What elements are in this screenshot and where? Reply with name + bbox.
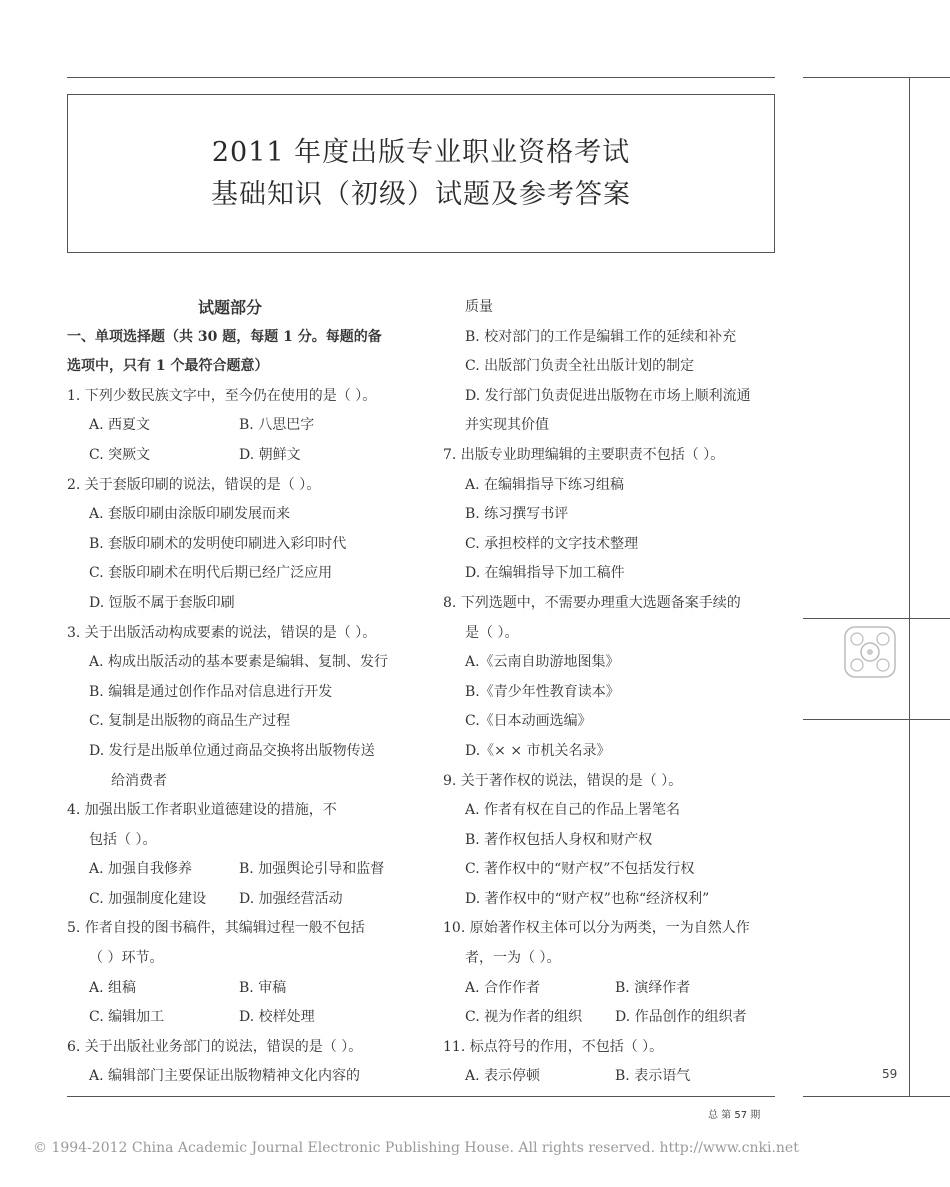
option-text: D. 发行部门负责促进出版物在市场上顺利流通: [465, 387, 751, 404]
option-text: B.《青少年性教育读本》: [465, 683, 620, 700]
section-title: 试题部分: [197, 298, 262, 317]
option-row: [67, 974, 407, 1004]
option-text: A. 作者有权在自己的作品上署笔名: [465, 802, 681, 819]
option-text: C. 加强制度化建设: [89, 890, 207, 907]
question-text: 1. 下列少数民族文字中，至今仍在使用的是（ ）。: [67, 387, 377, 404]
page-number: 59: [882, 1067, 898, 1081]
option-text: D. 加强经营活动: [239, 890, 343, 907]
margin-mid-rule-lower: [803, 719, 950, 720]
option-text: B. 著作权包括人身权和财产权: [465, 831, 653, 848]
option-text: C. 承担校样的文字技术整理: [465, 535, 639, 552]
option-text: A. 编辑部门主要保证出版物精神文化内容的: [89, 1068, 361, 1085]
question-text: 6. 关于出版社业务部门的说法，错误的是（ ）。: [67, 1038, 363, 1055]
continuation-text: 是（ ）。: [465, 624, 519, 641]
question-text: 9. 关于著作权的说法，错误的是（ ）。: [443, 772, 683, 789]
option-text: D. 饾版不属于套版印刷: [89, 594, 235, 611]
option-text: C. 突厥文: [89, 446, 151, 463]
option-text: D. 校样处理: [239, 1009, 315, 1026]
margin-top-rule: [803, 77, 950, 78]
option-text: D. 作品创作的组织者: [615, 1009, 747, 1026]
option-text: A. 合作作者: [465, 979, 541, 996]
question-text: 7. 出版专业助理编辑的主要职责不包括（ ）。: [443, 446, 725, 463]
option-text: B. 审稿: [239, 979, 287, 996]
continuation-text: 并实现其价值: [465, 417, 549, 434]
continuation-text: 质量: [465, 299, 493, 315]
right-question-list: [443, 293, 778, 1092]
option-text: C. 复制是出版物的商品生产过程: [89, 713, 291, 730]
option-text: C. 套版印刷术在明代后期已经广泛应用: [89, 565, 333, 582]
option-row: [443, 1062, 778, 1092]
option-text: A. 构成出版活动的基本要素是编辑、复制、发行: [89, 654, 389, 671]
option-text: D.《× × 市机关名录》: [465, 742, 611, 759]
option-row: [67, 411, 407, 441]
option-text: C. 出版部门负责全社出版计划的制定: [465, 358, 695, 375]
option-row: [67, 855, 407, 885]
question-text: 11. 标点符号的作用，不包括（ ）。: [443, 1038, 664, 1055]
option-row: [443, 974, 778, 1004]
option-text: D. 在编辑指导下加工稿件: [465, 565, 625, 582]
option-text: A. 加强自我修养: [89, 861, 193, 878]
margin-mid-rule-upper: [803, 618, 950, 619]
question-text: 5. 作者自投的图书稿件，其编辑过程一般不包括: [67, 920, 365, 937]
margin-vertical-rule: [909, 77, 910, 1097]
option-text: A. 组稿: [89, 979, 137, 996]
continuation-text: （ ）环节。: [89, 950, 164, 967]
part-heading-line-1: 一、单项选择题（共 30 题，每题 1 分。每题的备: [67, 328, 382, 345]
continuation-text: 包括（ ）。: [89, 831, 157, 848]
option-text: B. 表示语气: [615, 1068, 691, 1085]
continuation-text: 给消费者: [111, 772, 167, 789]
left-column: [67, 293, 407, 1092]
option-text: A. 西夏文: [89, 417, 151, 434]
issue-label: 总 第 57 期: [708, 1110, 761, 1121]
option-text: C. 视为作者的组织: [465, 1009, 583, 1026]
bottom-rule: [67, 1096, 775, 1097]
option-text: C. 著作权中的“财产权”不包括发行权: [465, 861, 695, 878]
option-text: A.《云南自助游地图集》: [465, 654, 620, 671]
option-text: D. 著作权中的“财产权”也称“经济权利”: [465, 890, 710, 907]
question-text: 8. 下列选题中，不需要办理重大选题备案手续的: [443, 594, 741, 611]
option-text: A. 表示停顿: [465, 1068, 541, 1085]
option-text: B. 演绎作者: [615, 979, 691, 996]
question-text: 3. 关于出版活动构成要素的说法，错误的是（ ）。: [67, 624, 377, 641]
title-box: [67, 94, 775, 253]
left-question-list: [67, 382, 407, 1092]
question-text: 4. 加强出版工作者职业道德建设的措施，不: [67, 802, 337, 819]
part-heading-line-2: 选项中，只有 1 个最符合题意）: [67, 358, 269, 375]
right-column: [443, 293, 778, 1092]
option-text: C.《日本动画选编》: [465, 713, 592, 730]
option-text: B. 练习撰写书评: [465, 506, 569, 523]
option-text: B. 校对部门的工作是编辑工作的延续和补充: [465, 328, 737, 345]
option-text: B. 套版印刷术的发明使印刷进入彩印时代: [89, 535, 347, 552]
option-text: D. 发行是出版单位通过商品交换将出版物传送: [89, 742, 375, 759]
option-row: [67, 1003, 407, 1033]
ornament-icon: [843, 625, 897, 679]
option-row: [67, 885, 407, 915]
option-text: A. 套版印刷由涂版印刷发展而来: [89, 506, 291, 523]
option-row: [67, 441, 407, 471]
option-text: C. 编辑加工: [89, 1009, 165, 1026]
option-text: B. 加强舆论引导和监督: [239, 861, 385, 878]
title-line-2: 基础知识（初级）试题及参考答案: [211, 178, 631, 210]
continuation-text: 者，一为（ ）。: [465, 950, 561, 967]
copyright-footer: © 1994-2012 China Academic Journal Electronic Publishing House. All rights reserved. http://www.cnki.net: [33, 1140, 799, 1156]
option-text: B. 八思巴字: [239, 417, 315, 434]
margin-bottom-rule: [803, 1096, 950, 1097]
option-text: D. 朝鲜文: [239, 446, 301, 463]
question-text: 10. 原始著作权主体可以分为两类，一为自然人作: [443, 920, 750, 937]
option-text: B. 编辑是通过创作作品对信息进行开发: [89, 683, 333, 700]
option-text: A. 在编辑指导下练习组稿: [465, 476, 625, 493]
top-rule: [67, 77, 775, 78]
question-text: 2. 关于套版印刷的说法，错误的是（ ）。: [67, 476, 321, 493]
option-row: [443, 1003, 778, 1033]
title-line-1: 2011 年度出版专业职业资格考试: [211, 136, 631, 168]
